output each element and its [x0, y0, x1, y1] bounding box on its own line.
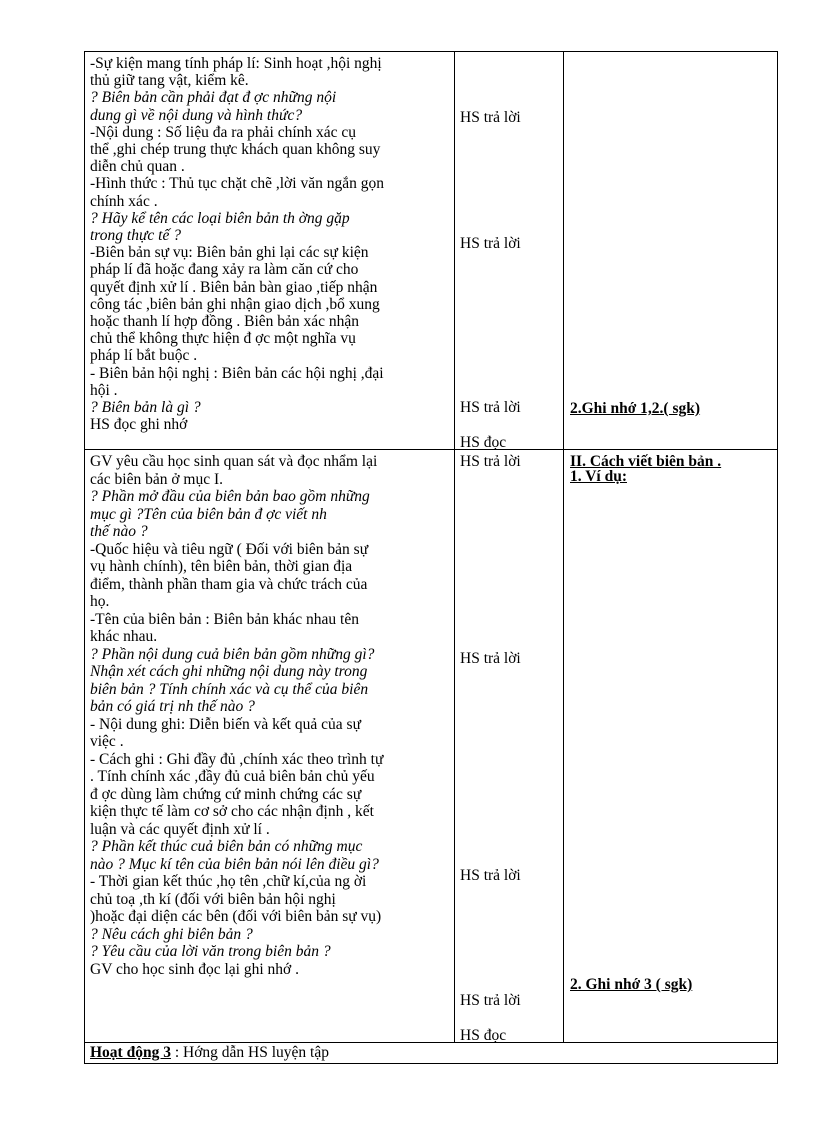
question-line: ? Biên bản cần phải đạt đ ợc những nội	[90, 89, 337, 107]
section-heading: 2.Ghi nhớ 1,2.( sgk)	[570, 400, 701, 417]
teacher-activity-cell	[85, 52, 455, 450]
text-line: kiện thực tế làm cơ sở cho các nhận định , kết	[90, 803, 374, 820]
text-line: công tác ,biên bản ghi nhận giao dịch ,bổ xung	[90, 295, 380, 313]
question-line: ? Yêu cầu của lời văn trong biên bản ?	[90, 943, 331, 960]
activity-footer-cell	[85, 1043, 778, 1064]
text-line: chủ thể không thực hiện đ ợc một nghĩa vụ	[90, 330, 356, 348]
text-line: -Nội dung : Số liệu đa ra phải chính xác cụ	[90, 123, 357, 141]
text-line: thể ,ghi chép trung thực khách quan không suy	[90, 141, 381, 158]
text-line: đ ợc dùng làm chứng cứ minh chứng các sự	[90, 785, 362, 803]
student-response: HS trả lời	[460, 399, 521, 416]
student-response: HS trả lời	[460, 867, 521, 884]
text-line: việc .	[90, 733, 124, 750]
section-heading: II. Cách viết biên bản .	[570, 453, 722, 470]
text-line: chủ toạ ,th kí (đối với biên bản hội nghị	[90, 890, 336, 908]
student-activity-cell	[455, 450, 564, 1043]
lesson-table	[84, 51, 778, 1064]
question-line: trong thực tế ?	[90, 227, 181, 244]
text-line: )hoặc đại diện các bên (đối với biên bản sự vụ)	[90, 908, 382, 925]
student-response: HS trả lời	[460, 235, 521, 252]
text-line: GV yêu cầu học sinh quan sát và đọc nhẩm lại	[90, 453, 378, 470]
content-cell	[564, 52, 778, 450]
text-line: pháp lí đã hoặc đang xảy ra làm căn cứ cho	[90, 261, 359, 279]
question-line: dung gì về nội dung và hình thức?	[90, 106, 303, 124]
text-line: vụ hành chính), tên biên bản, thời gian địa	[90, 558, 353, 575]
question-line: bản có giá trị nh thế nào ?	[90, 698, 255, 715]
question-line: thế nào ?	[90, 523, 148, 540]
student-response: HS trả lời	[460, 453, 521, 470]
text-line: điểm, thành phần tham gia và chức trách của	[90, 575, 368, 593]
student-response: HS đọc	[460, 434, 507, 451]
student-response: HS đọc	[460, 1027, 507, 1044]
question-line: Nhận xét cách ghi những nội dung này trong	[90, 663, 368, 680]
question-line: biên bản ? Tính chính xác và cụ thể của biên	[90, 680, 369, 698]
teacher-activity-cell	[85, 450, 455, 1043]
student-response: HS trả lời	[460, 992, 521, 1009]
section-heading: 2. Ghi nhớ 3 ( sgk)	[570, 976, 693, 993]
text-line: -Tên của biên bản : Biên bản khác nhau tên	[90, 610, 359, 628]
text-line: - Cách ghi : Ghi đầy đủ ,chính xác theo trình tự	[90, 750, 384, 768]
text-line: -Quốc hiệu và tiêu ngữ ( Đối với biên bản sự	[90, 540, 369, 558]
question-line: ? Phần kết thúc cuả biên bản có những mục	[90, 838, 363, 855]
student-response: HS trả lời	[460, 650, 521, 667]
student-activity-cell	[455, 52, 564, 450]
student-response: HS trả lời	[460, 109, 521, 126]
question-line: nào ? Mục kí tên của biên bản nói lên điều gì?	[90, 855, 379, 873]
table-row	[85, 1043, 778, 1064]
question-line: ? Biên bản là gì ?	[90, 399, 201, 416]
table-row	[85, 450, 778, 1043]
text-line: hội .	[90, 381, 118, 399]
text-line: diễn chủ quan .	[90, 158, 185, 176]
text-line: quyết định xử lí . Biên bản bàn giao ,tiếp nhận	[90, 278, 378, 296]
text-line: GV cho học sinh đọc lại ghi nhớ .	[90, 960, 299, 978]
question-line: mục gì ?Tên của biên bản đ ợc viết nh	[90, 505, 327, 523]
text-line: pháp lí bắt buộc .	[90, 347, 198, 365]
content-cell	[564, 450, 778, 1043]
text-line: - Biên bản hội nghị : Biên bản các hội nghị ,đại	[90, 364, 384, 382]
question-line: ? Nêu cách ghi biên bản ?	[90, 925, 253, 943]
text-line: -Hình thức : Thủ tục chặt chẽ ,lời văn ngắn gọn	[90, 175, 384, 193]
text-line: chính xác .	[90, 192, 158, 210]
text-line: - Thời gian kết thúc ,họ tên ,chữ kí,của ng ời	[90, 873, 367, 890]
question-line: ? Hãy kể tên các loại biên bản th ờng gặp	[90, 209, 350, 227]
text-line: luận và các quyết định xử lí .	[90, 820, 270, 838]
text-line: họ.	[90, 593, 110, 610]
text-line: khác nhau.	[90, 628, 158, 645]
activity-description: : Hớng dẫn HS luyện tập	[170, 1044, 329, 1061]
table-row	[85, 52, 778, 450]
question-line: ? Phần nội dung cuả biên bản gồm những gì?	[90, 645, 375, 663]
text-line: -Biên bản sự vụ: Biên bản ghi lại các sự kiện	[90, 244, 369, 262]
text-line: thủ giữ tang vật, kiểm kê.	[90, 72, 249, 90]
activity-label: Hoạt động 3	[90, 1044, 171, 1061]
text-line: hoặc thanh lí hợp đồng . Biên bản xác nhận	[90, 313, 360, 330]
text-line: HS đọc ghi nhớ	[90, 416, 188, 434]
question-line: ? Phần mở đầu của biên bản bao gồm những	[90, 488, 370, 505]
text-line: - Nội dung ghi: Diễn biến và kết quả của sự	[90, 715, 361, 733]
subsection-heading: 1. Ví dụ:	[570, 468, 627, 485]
text-line: . Tính chính xác ,đầy đủ cuả biên bản chủ yếu	[90, 768, 375, 785]
text-line: các biên bản ở mục I.	[90, 470, 223, 488]
text-line: -Sự kiện mang tính pháp lí: Sinh hoạt ,hội nghị	[90, 55, 382, 72]
